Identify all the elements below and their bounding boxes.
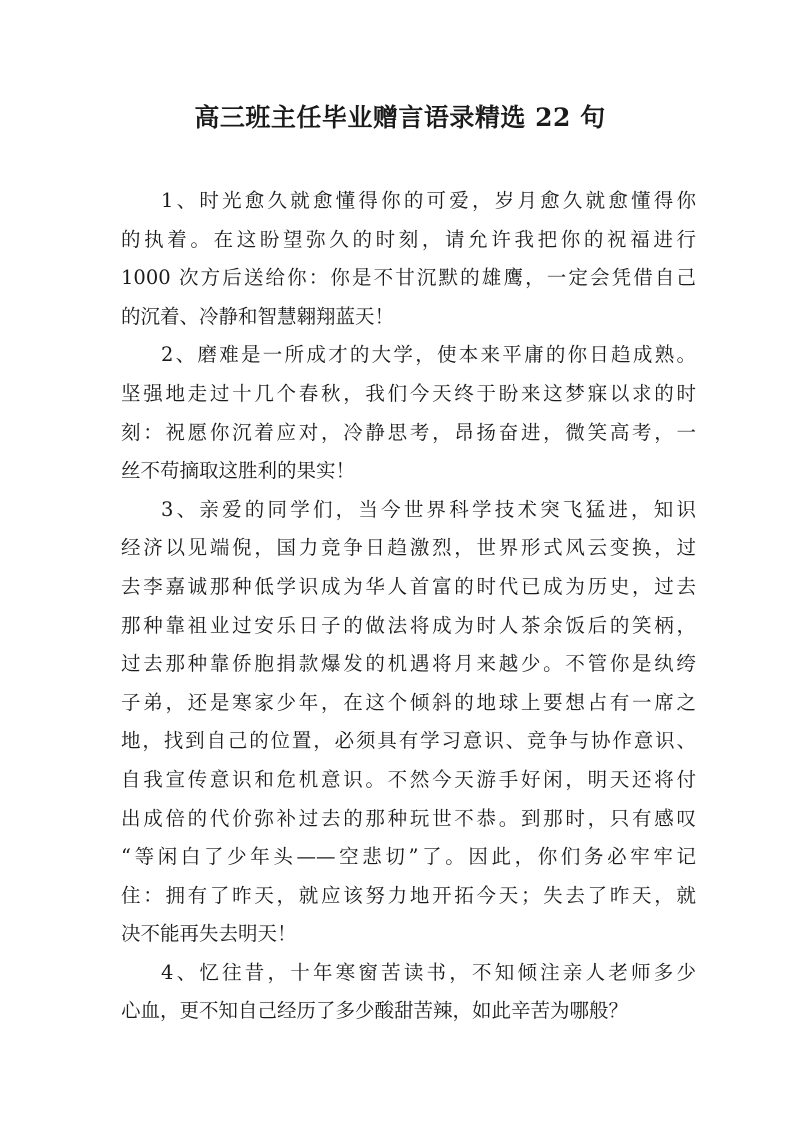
document-body — [121, 182, 696, 1031]
paragraph-line: “等闲白了少年头——空悲切”了。因此，你们务必牢牢记 — [121, 845, 696, 869]
paragraph-line: 子弟，还是寒家少年，在这个倾斜的地球上要想占有一席之 — [121, 690, 696, 714]
paragraph-line: 3、亲爱的同学们，当今世界科学技术突飞猛进，知识 — [161, 497, 696, 521]
paragraph-line: 刻：祝愿你沉着应对，冷静思考，昂扬奋进，微笑高考，一 — [121, 420, 696, 444]
paragraph-line: 丝不苟摘取这胜利的果实！ — [121, 459, 356, 483]
paragraph-line: 去李嘉诚那种低学识成为华人首富的时代已成为历史，过去 — [121, 574, 696, 598]
paragraph-line: 地，找到自己的位置，必须具有学习意识、竞争与协作意识、 — [121, 729, 696, 753]
paragraph-4 — [121, 954, 696, 1031]
paragraph-line: 的执着。在这盼望弥久的时刻，请允许我把你的祝福进行 — [121, 227, 696, 251]
paragraph-line: 4、忆往昔，十年寒窗苦读书，不知倾注亲人老师多少 — [161, 960, 696, 984]
paragraph-2 — [121, 336, 696, 490]
paragraph-line: 住：拥有了昨天，就应该努力地开拓今天；失去了昨天，就 — [121, 883, 696, 907]
paragraph-line: 心血，更不知自己经历了多少酸甜苦辣，如此辛苦为哪般？ — [121, 999, 629, 1023]
paragraph-line: 出成倍的代价弥补过去的那种玩世不恭。到那时，只有感叹 — [121, 806, 696, 830]
paragraph-3 — [121, 491, 696, 954]
paragraph-line: 2、磨难是一所成才的大学，使本来平庸的你日趋成熟。 — [161, 343, 696, 367]
paragraph-line: 经济以见端倪，国力竞争日趋激烈，世界形式风云变换，过 — [121, 536, 696, 560]
paragraph-line: 过去那种靠侨胞捐款爆发的机遇将月来越少。不管你是纨绔 — [121, 652, 696, 676]
paragraph-line: 1、时光愈久就愈懂得你的可爱，岁月愈久就愈懂得你 — [161, 189, 696, 212]
paragraph-1 — [121, 182, 696, 336]
paragraph-line: 那种靠祖业过安乐日子的做法将成为时人茶余饭后的笑柄， — [121, 613, 696, 637]
paragraph-line: 坚强地走过十几个春秋，我们今天终于盼来这梦寐以求的时 — [121, 381, 696, 405]
paragraph-line: 自我宣传意识和危机意识。不然今天游手好闲，明天还将付 — [121, 767, 696, 791]
paragraph-line: 决不能再失去明天！ — [121, 922, 297, 946]
document-title: 高三班主任毕业赠言语录精选 22 句 — [194, 103, 606, 132]
paragraph-line: 的沉着、冷静和智慧翱翔蓝天！ — [121, 304, 395, 328]
paragraph-line: 1000 次方后送给你：你是不甘沉默的雄鹰，一定会凭借自己 — [121, 266, 696, 290]
